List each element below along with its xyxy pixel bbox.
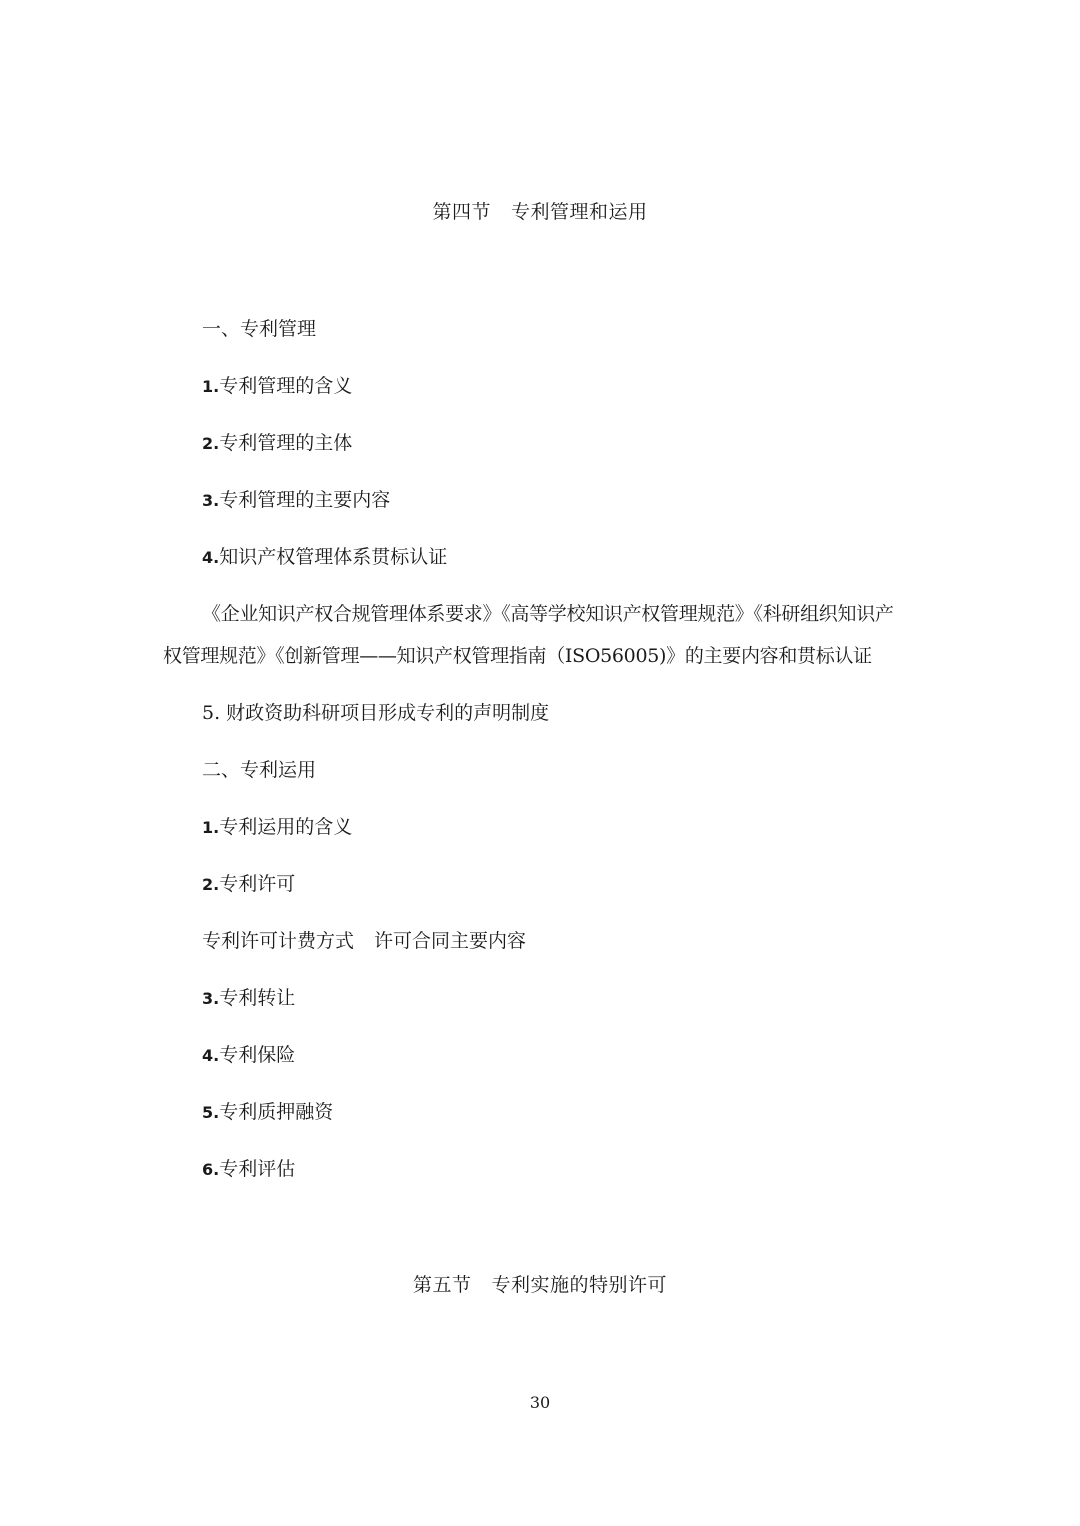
list-item-text: 专利许可: [219, 873, 296, 895]
list-item: [202, 1099, 333, 1126]
list-item-text: 专利管理的主体: [219, 432, 353, 454]
list-item-text: 专利运用的含义: [219, 816, 353, 838]
section-5-prefix: 第五节: [412, 1274, 472, 1296]
part-1-heading: 一、专利管理: [202, 318, 317, 340]
section-5-title: 专利实施的特别许可: [491, 1274, 668, 1296]
list-item-text: 专利转让: [219, 987, 296, 1009]
list-item-number: 2.: [202, 875, 220, 894]
list-item-number: 3.: [202, 989, 220, 1008]
list-item-number: 2.: [202, 434, 220, 453]
paragraph-line-1: 《企业知识产权合规管理体系要求》《高等学校知识产权管理规范》《科研组织知识产: [202, 603, 894, 625]
list-item-number: 1.: [202, 818, 220, 837]
list-item-number: 6.: [202, 1160, 220, 1179]
license-fee-methods: 专利许可计费方式: [202, 930, 355, 952]
section-5-heading: [0, 1272, 1080, 1298]
list-item-text: 专利保险: [219, 1044, 296, 1066]
section-4-heading: [0, 199, 1080, 225]
list-item-text: 专利管理的含义: [219, 375, 353, 397]
list-item: [202, 430, 352, 457]
list-item-text: 专利质押融资: [219, 1101, 334, 1123]
part-2-heading: 二、专利运用: [202, 759, 317, 781]
list-item-number: 5.: [202, 1103, 220, 1122]
section-4-title: 专利管理和运用: [511, 201, 648, 223]
list-item: [202, 814, 352, 841]
license-contract-contents: 许可合同主要内容: [374, 930, 527, 952]
list-item: [202, 1042, 295, 1069]
list-item-text: 知识产权管理体系贯标认证: [219, 546, 448, 568]
paragraph-line-2: 权管理规范》《创新管理——知识产权管理指南（ISO56005)》的主要内容和贯标认证: [163, 645, 872, 667]
list-item-text: 专利管理的主要内容: [219, 489, 391, 511]
section-4-prefix: 第四节: [432, 201, 491, 223]
list-item: [202, 544, 447, 571]
list-item: [202, 871, 295, 898]
list-item-number: 4.: [202, 548, 220, 567]
list-item: [202, 487, 390, 514]
list-item-number: 1.: [202, 377, 220, 396]
list-item: [202, 985, 295, 1012]
list-item-5: 5. 财政资助科研项目形成专利的声明制度: [202, 702, 550, 724]
list-item: [202, 1156, 295, 1183]
list-item-number: 4.: [202, 1046, 220, 1065]
list-item-text: 专利评估: [219, 1158, 296, 1180]
license-subtopics: [202, 928, 526, 954]
list-item: [202, 373, 352, 400]
list-item-number: 3.: [202, 491, 220, 510]
page-number: 30: [529, 1393, 551, 1412]
